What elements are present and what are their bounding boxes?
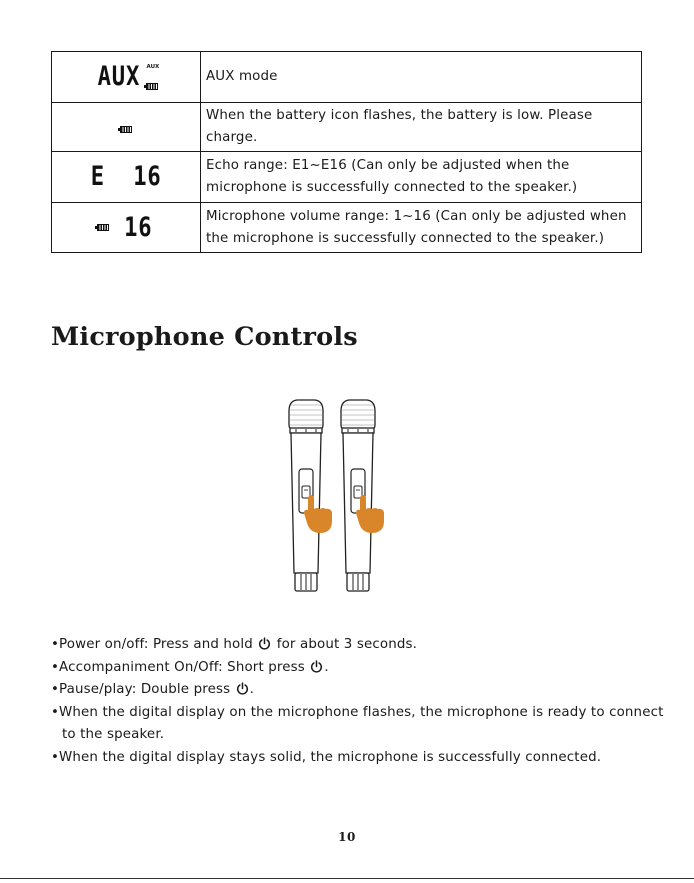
instruction-text: When the digital display stays solid, the microphone is successfully connected. <box>59 749 602 765</box>
table-description: Echo range: E1~E16 (Can only be adjusted when the microphone is successfully connected to the speaker.) <box>201 152 642 203</box>
lcd-text: AUX <box>97 61 140 92</box>
list-item <box>51 634 651 657</box>
divider <box>0 878 694 879</box>
lcd-display-battery <box>52 103 201 152</box>
table-row <box>52 52 642 103</box>
list-item <box>51 747 651 770</box>
instruction-text: . <box>324 659 329 675</box>
instruction-text: . <box>249 682 255 697</box>
power-icon <box>258 637 271 650</box>
list-item <box>51 679 651 702</box>
power-icon <box>236 682 249 695</box>
instruction-text: Accompaniment On/Off: Short press <box>59 659 310 675</box>
instruction-text: Power on/off: Press and hold <box>59 637 258 652</box>
lcd-text: E 16 <box>90 161 162 192</box>
list-item <box>51 702 664 747</box>
lcd-display-volume <box>52 203 201 253</box>
lcd-aux-tag: AUX <box>146 64 160 70</box>
instruction-text: to the speaker. <box>62 727 165 742</box>
table-description: Microphone volume range: 1~16 (Can only be adjusted when the microphone is successfully connected to the speaker.) <box>201 203 642 253</box>
lcd-text: 16 <box>123 211 153 243</box>
battery-icon <box>120 126 132 133</box>
power-icon <box>310 660 323 673</box>
instruction-list <box>51 634 664 769</box>
display-indicator-table <box>51 51 642 253</box>
battery-icon <box>146 83 158 90</box>
instruction-text: Pause/play: Double press <box>59 682 235 697</box>
instruction-text: When the digital display on the microphone flashes, the microphone is ready to connect <box>59 704 664 720</box>
lcd-display-aux <box>52 52 201 103</box>
table-description: When the battery icon flashes, the battery is low. Please charge. <box>201 103 642 152</box>
table-row <box>52 203 642 253</box>
table-row <box>52 103 642 152</box>
microphone-illustration <box>280 397 400 594</box>
battery-icon <box>97 224 109 231</box>
section-title: Microphone Controls <box>51 322 358 352</box>
table-description: AUX mode <box>201 52 642 103</box>
lcd-display-echo <box>52 152 201 203</box>
table-row <box>52 152 642 203</box>
instruction-text: for about 3 seconds. <box>272 637 418 652</box>
list-item <box>51 657 651 680</box>
page-number: 10 <box>338 830 356 844</box>
